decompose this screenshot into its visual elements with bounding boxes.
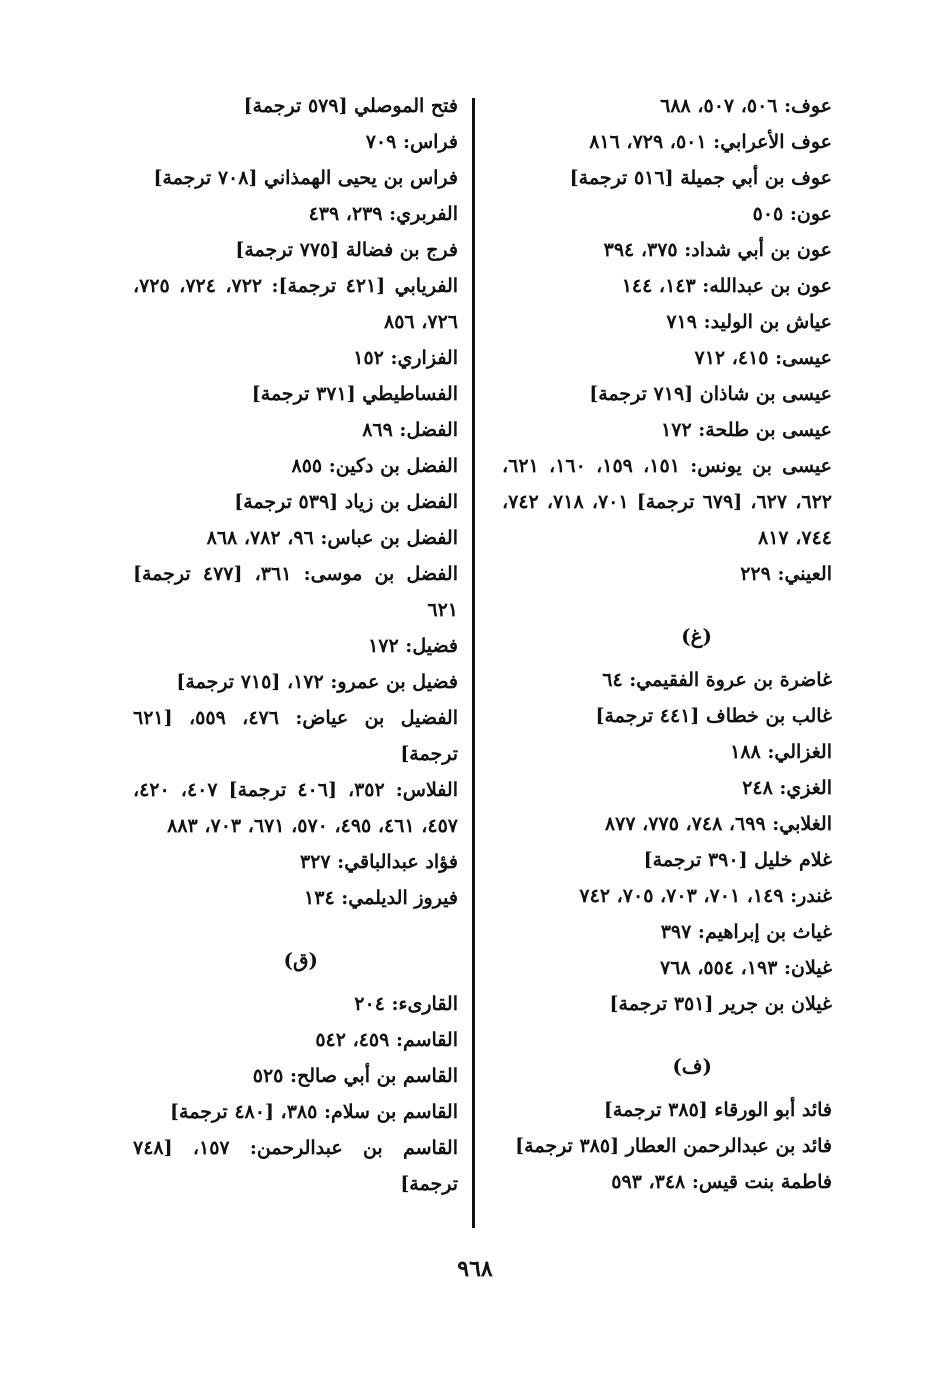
index-entry: الفريابي [٤٢١ ترجمة]: ٧٢٢، ٧٢٤، ٧٢٥، ٧٢٦، ٨٥٦ [133, 275, 459, 333]
right-block-2 [502, 662, 832, 1022]
index-entry: عيسى بن شاذان [٧١٩ ترجمة] [589, 383, 832, 405]
index-entry: غاضرة بن عروة الفقيمي: ٦٤ [602, 669, 832, 691]
index-entry: القاسم: ٤٥٩، ٥٤٢ [315, 1029, 458, 1051]
index-entry: القارىء: ٢٠٤ [354, 993, 458, 1015]
index-entry: غالب بن خطاف [٤٤١ ترجمة] [595, 705, 832, 727]
column-divider [472, 98, 475, 1228]
section-letter-fa: (ف) [672, 1054, 712, 1078]
index-entry: الغزالي: ١٨٨ [730, 741, 832, 763]
right-column [502, 88, 832, 1200]
index-entry: فضيل: ١٧٢ [368, 635, 458, 657]
index-entry: الفزاري: ١٥٢ [353, 347, 458, 369]
index-entry: القاسم بن سلام: ٣٨٥، [٤٨٠ ترجمة] [170, 1101, 458, 1123]
index-entry: الفربري: ٢٣٩، ٤٣٩ [308, 203, 458, 225]
index-entry: فراس: ٧٠٩ [365, 131, 458, 153]
index-entry: فؤاد عبدالباقي: ٣٢٧ [299, 851, 458, 873]
right-block-3 [502, 1092, 832, 1200]
index-entry: غندر: ١٤٩، ٧٠١، ٧٠٣، ٧٠٥، ٧٤٢ [579, 885, 832, 907]
index-entry: الفضل بن دكين: ٨٥٥ [291, 455, 458, 477]
index-entry: عيسى بن طلحة: ١٧٢ [661, 419, 832, 441]
index-entry: عوف الأعرابي: ٥٠١، ٧٢٩، ٨١٦ [589, 131, 832, 153]
index-entry: الفضل بن عباس: ٩٦، ٧٨٢، ٨٦٨ [206, 527, 458, 549]
index-entry: غيلان: ١٩٣، ٥٥٤، ٧٦٨ [660, 957, 832, 979]
index-entry: الغلابي: ٦٩٩، ٧٤٨، ٧٧٥، ٨٧٧ [604, 813, 832, 835]
left-block-2 [133, 986, 458, 1202]
index-entry: الفساطيطي [٣٧١ ترجمة] [251, 383, 458, 405]
index-entry: عياش بن الوليد: ٧١٩ [666, 311, 832, 333]
index-entry: فضيل بن عمرو: ١٧٢، [٧١٥ ترجمة] [176, 671, 458, 693]
section-letter-ghain: (غ) [681, 624, 712, 648]
right-block-1 [502, 88, 832, 592]
left-block-1 [133, 88, 458, 916]
left-column [133, 88, 458, 1202]
page-number: ٩٦٨ [457, 1256, 493, 1282]
index-entry: عيسى: ٤١٥، ٧١٢ [694, 347, 832, 369]
index-entry: الفضل بن زياد [٥٣٩ ترجمة] [234, 491, 458, 513]
index-entry: غيلان بن جرير [٣٥١ ترجمة] [609, 993, 832, 1015]
index-entry: القاسم بن عبدالرحمن: ١٥٧، [٧٤٨ ترجمة] [133, 1137, 458, 1195]
index-entry: عيسى بن يونس: ١٥١، ١٥٩، ١٦٠، ٦٢١، ٦٢٢، ٦٢٧، [٦٧٩ ترجمة] ٧٠١، ٧١٨، ٧٤٢، ٧٤٤، ٨١٧ [502, 455, 832, 549]
index-entry: العيني: ٢٢٩ [740, 563, 832, 585]
index-entry: الفضيل بن عياض: ٤٧٦، ٥٥٩، [٦٢١ ترجمة] [133, 707, 458, 765]
index-entry: فيروز الديلمي: ١٣٤ [304, 887, 458, 909]
index-entry: فائد بن عبدالرحمن العطار [٣٨٥ ترجمة] [515, 1135, 832, 1157]
index-entry: فرج بن فضالة [٧٧٥ ترجمة] [235, 239, 458, 261]
index-entry: فتح الموصلي [٥٧٩ ترجمة] [243, 95, 458, 117]
index-entry: عوف بن أبي جميلة [٥١٦ ترجمة] [569, 167, 832, 189]
index-entry: فاطمة بنت قيس: ٣٤٨، ٥٩٣ [611, 1171, 832, 1193]
index-entry: عون: ٥٠٥ [752, 203, 832, 225]
index-entry: الغزي: ٢٤٨ [742, 777, 832, 799]
index-entry: فراس بن يحيى الهمذاني [٧٠٨ ترجمة] [153, 167, 458, 189]
index-entry: عون بن عبدالله: ١٤٣، ١٤٤ [621, 275, 832, 297]
index-entry: الفلاس: ٣٥٢، [٤٠٦ ترجمة] ٤٠٧، ٤٢٠، ٤٥٧، ٤٦١، ٤٩٥، ٥٧٠، ٦٧١، ٧٠٣، ٨٨٣ [133, 779, 458, 837]
index-entry: عون بن أبي شداد: ٣٧٥، ٣٩٤ [603, 239, 832, 261]
index-entry: فائد أبو الورقاء [٣٨٥ ترجمة] [603, 1099, 832, 1121]
index-entry: عوف: ٥٠٦، ٥٠٧، ٦٨٨ [660, 95, 832, 117]
index-entry: الفضل: ٨٦٩ [362, 419, 458, 441]
index-entry: غياث بن إبراهيم: ٣٩٧ [660, 921, 832, 943]
index-entry: القاسم بن أبي صالح: ٥٢٥ [252, 1065, 458, 1087]
section-letter-qaf: (ق) [283, 948, 318, 972]
index-entry: الفضل بن موسى: ٣٦١، [٤٧٧ ترجمة] ٦٢١ [133, 563, 458, 621]
index-entry: غلام خليل [٣٩٠ ترجمة] [643, 849, 832, 871]
